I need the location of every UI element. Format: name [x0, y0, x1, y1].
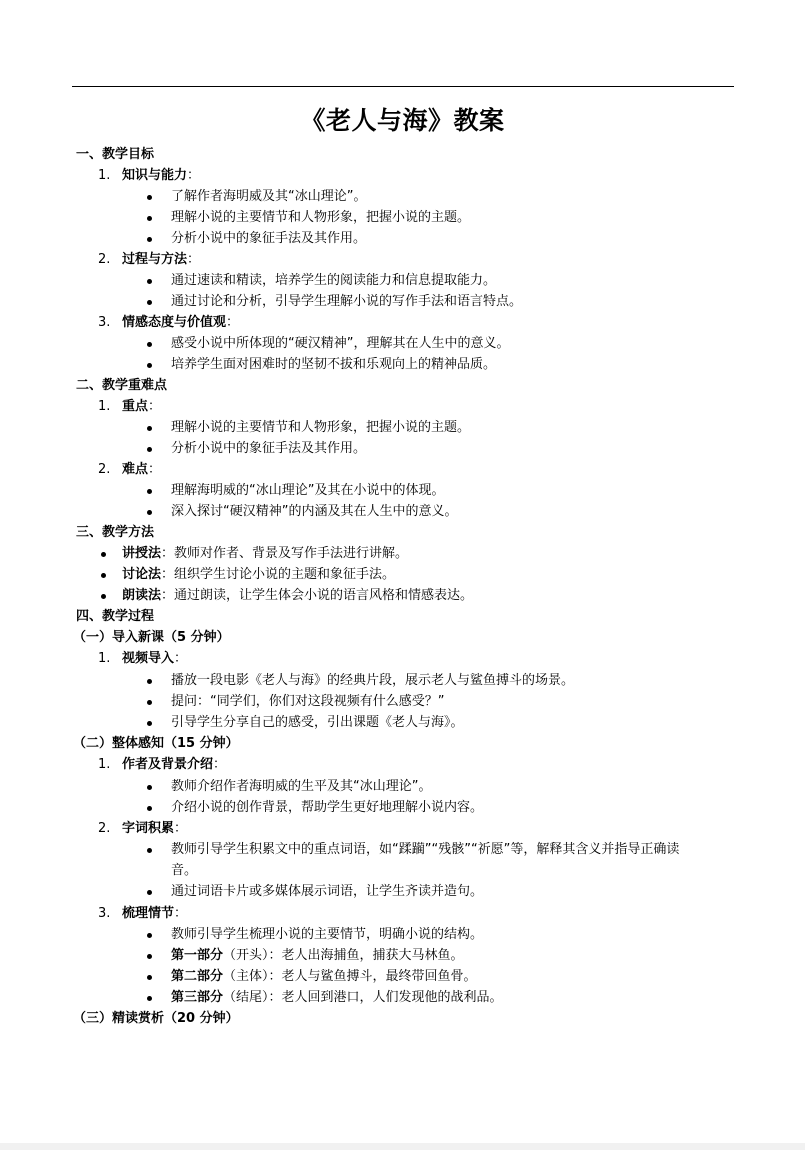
list-item: 重点：: [122, 399, 162, 414]
list-item: 第三部分（结尾）：老人回到港口，人们发现他的战利品。: [171, 990, 503, 1005]
list-number: 2.: [98, 252, 111, 267]
bullet-icon: [147, 785, 152, 790]
list-number: 3.: [98, 906, 111, 921]
section-heading: 四、教学过程: [76, 609, 155, 624]
list-item: 深入探讨“硬汉精神”的内涵及其在人生中的意义。: [171, 504, 458, 519]
bullet-icon: [147, 447, 152, 452]
list-item: 视频导入：: [122, 651, 188, 666]
list-item: 教师引导学生梳理小说的主要情节，明确小说的结构。: [171, 927, 484, 942]
list-item: 介绍小说的创作背景，帮助学生更好地理解小说内容。: [171, 800, 484, 815]
list-item: 理解海明威的“冰山理论”及其在小说中的体现。: [171, 483, 445, 498]
bullet-icon: [147, 300, 152, 305]
bullet-icon: [147, 342, 152, 347]
list-number: 2.: [98, 821, 111, 836]
bullet-icon: [147, 954, 152, 959]
list-item: 分析小说中的象征手法及其作用。: [171, 231, 367, 246]
bullet-icon: [147, 426, 152, 431]
list-number: 1.: [98, 757, 111, 772]
list-item: 知识与能力：: [122, 168, 201, 183]
section-heading: 二、教学重难点: [76, 378, 168, 393]
list-item: 梳理情节：: [122, 906, 188, 921]
list-item: 通过讨论和分析，引导学生理解小说的写作手法和语言特点。: [171, 294, 523, 309]
list-item: 提问：“同学们，你们对这段视频有什么感受？”: [171, 694, 445, 709]
bullet-icon: [147, 890, 152, 895]
bullet-icon: [147, 195, 152, 200]
list-number: 1.: [98, 399, 111, 414]
section-heading: 三、教学方法: [76, 525, 155, 540]
list-item: 通过速读和精读，培养学生的阅读能力和信息提取能力。: [171, 273, 497, 288]
bullet-icon: [147, 996, 152, 1001]
subsection-heading: （一）导入新课（5 分钟）: [73, 630, 230, 645]
bullet-icon: [147, 216, 152, 221]
list-item: 播放一段电影《老人与海》的经典片段，展示老人与鲨鱼搏斗的场景。: [171, 673, 575, 688]
list-item: 作者及背景介绍：: [122, 757, 227, 772]
bullet-icon: [147, 279, 152, 284]
list-item: 感受小说中所体现的“硬汉精神”，理解其在人生中的意义。: [171, 336, 510, 351]
bullet-icon: [101, 594, 106, 599]
list-item: 分析小说中的象征手法及其作用。: [171, 441, 367, 456]
page-title: 《老人与海》教案: [300, 106, 505, 135]
list-item: 朗读法：通过朗读，让学生体会小说的语言风格和情感表达。: [122, 588, 474, 603]
list-number: 3.: [98, 315, 111, 330]
list-item: 培养学生面对困难时的坚韧不拔和乐观向上的精神品质。: [171, 357, 497, 372]
list-number: 1.: [98, 651, 111, 666]
bullet-icon: [147, 363, 152, 368]
bullet-icon: [147, 510, 152, 515]
list-item: 第一部分（开头）：老人出海捕鱼，捕获大马林鱼。: [171, 948, 464, 963]
bullet-icon: [147, 237, 152, 242]
list-number: 1.: [98, 168, 111, 183]
list-item: 理解小说的主要情节和人物形象，把握小说的主题。: [171, 420, 471, 435]
list-item: 教师引导学生积累文中的重点词语，如“蹂躏”“残骸”“祈愿”等，解释其含义并指导正确读: [171, 842, 680, 857]
list-item: 了解作者海明威及其“冰山理论”。: [171, 189, 367, 204]
bullet-icon: [101, 552, 106, 557]
bullet-icon: [147, 721, 152, 726]
bullet-icon: [147, 933, 152, 938]
section-heading: 一、教学目标: [76, 147, 155, 162]
list-item-continuation: 音。: [171, 863, 198, 878]
list-item: 引导学生分享自己的感受，引出课题《老人与海》。: [171, 715, 464, 730]
list-item: 讲授法：教师对作者、背景及写作手法进行讲解。: [122, 546, 409, 561]
list-item: 情感态度与价值观：: [122, 315, 240, 330]
list-item: 字词积累：: [122, 821, 188, 836]
list-item: 教师介绍作者海明威的生平及其“冰山理论”。: [171, 779, 432, 794]
list-item: 通过词语卡片或多媒体展示词语，让学生齐读并造句。: [171, 884, 484, 899]
list-item: 过程与方法：: [122, 252, 201, 267]
list-number: 2.: [98, 462, 111, 477]
bullet-icon: [147, 848, 152, 853]
bullet-icon: [147, 975, 152, 980]
bullet-icon: [147, 806, 152, 811]
list-item: 讨论法：组织学生讨论小说的主题和象征手法。: [122, 567, 396, 582]
header-rule: [72, 86, 734, 87]
bullet-icon: [147, 700, 152, 705]
bullet-icon: [147, 679, 152, 684]
subsection-heading: （二）整体感知（15 分钟）: [73, 736, 239, 751]
bullet-icon: [147, 489, 152, 494]
list-item: 难点：: [122, 462, 162, 477]
bullet-icon: [101, 573, 106, 578]
subsection-heading: （三）精读赏析（20 分钟）: [73, 1011, 239, 1026]
list-item: 第二部分（主体）：老人与鲨鱼搏斗，最终带回鱼骨。: [171, 969, 477, 984]
list-item: 理解小说的主要情节和人物形象，把握小说的主题。: [171, 210, 471, 225]
